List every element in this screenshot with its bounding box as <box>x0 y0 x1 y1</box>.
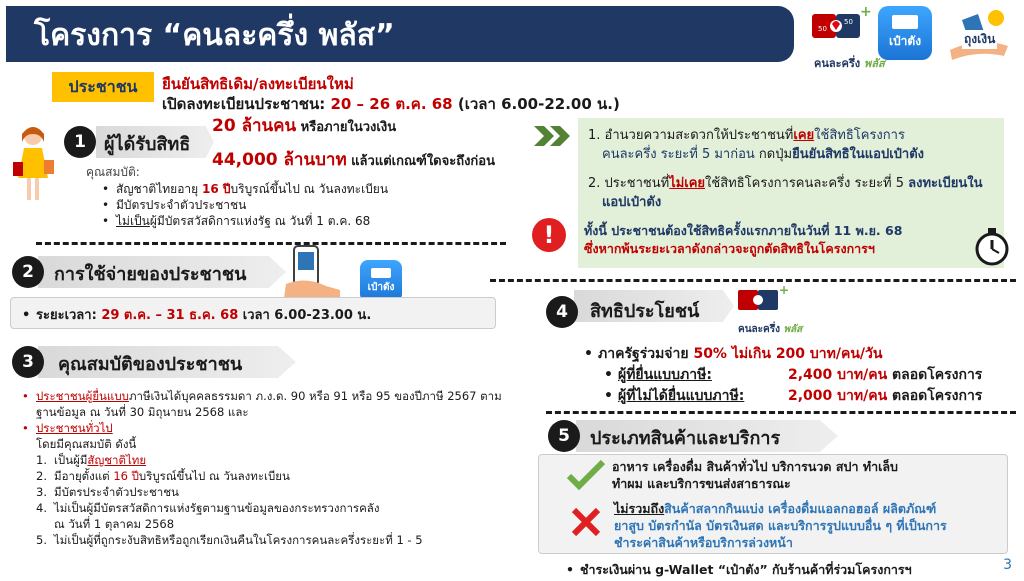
shopper-woman-icon <box>10 122 56 204</box>
puzzle-logo-small-icon <box>736 284 788 324</box>
reg-prefix: เปิดลงทะเบียนประชาชน: <box>162 95 331 113</box>
logo-caption-plus-small: พลัส <box>783 324 803 335</box>
section1-number: 1 <box>64 126 96 158</box>
b3-b: 2,000 บาท/คน <box>788 388 888 404</box>
page-number: 3 <box>1003 557 1012 573</box>
page-title: โครงการ “คนละครึ่ง พลัส” <box>34 18 395 53</box>
n1-e: กดปุ่ม <box>754 147 793 162</box>
svg-text:50: 50 <box>818 25 827 33</box>
reg-dates: 20 – 26 ต.ค. 68 <box>330 95 453 113</box>
list-item <box>22 452 502 468</box>
warn-line-2: ซึ่งหากพ้นระยะเวลาดังกล่าวจะถูกตัดสิทธิในโครงการฯ <box>584 241 875 256</box>
n2-b: ไม่เคย <box>669 176 706 191</box>
period-label: ระยะเวลา: <box>36 308 102 323</box>
section5-heading: ประเภทสินค้าและบริการ <box>590 428 781 449</box>
item-text: ไม่เป็นผู้ที่ถูกระงับสิทธิหรือถูกเรียกเงินคืนในโครงการคนละครึ่งระยะที่ 1 - 5 <box>54 533 423 547</box>
list-item <box>22 500 502 516</box>
people-quota <box>212 112 396 139</box>
item-text: เป็นผู้มี <box>54 453 88 467</box>
item-text: มีอายุตั้งแต่ <box>54 469 114 483</box>
section1-heading: ผู้ได้รับสิทธิ <box>104 134 191 155</box>
list-item <box>22 532 502 548</box>
item-number: 1. <box>36 453 47 467</box>
list-item <box>102 213 388 229</box>
section3-content <box>22 388 502 548</box>
section3-number: 3 <box>12 346 44 378</box>
benefit-3 <box>604 385 982 407</box>
list-item <box>102 197 388 213</box>
section2-heading: การใช้จ่ายของประชาชน <box>54 264 247 285</box>
q1-c: บริบูรณ์ขึ้นไป ณ วันลงทะเบียน <box>230 182 389 196</box>
citizen-tag: ประชาชน <box>52 72 154 102</box>
double-chevron-icon <box>532 124 572 152</box>
section2-number: 2 <box>12 256 44 288</box>
paotang-app-icon-small <box>360 260 402 302</box>
item-text: ไม่เป็นผู้มีบัตรสวัสดิการแห่งรัฐตามฐานข้อมูลของกระทรวงการคลัง <box>54 501 380 515</box>
svg-text:+: + <box>779 283 790 297</box>
budget-highlight: 44,000 ล้านบาท <box>212 150 347 170</box>
warning-icon: ! <box>532 218 566 252</box>
n1-a: 1. อำนวยความสะดวกให้ประชาชนที่ <box>588 128 794 143</box>
section3-items <box>22 452 502 548</box>
no-1-a: ไม่รวมถึง <box>614 501 665 516</box>
hand-phone-icon <box>280 244 346 302</box>
n2-e: แอปเป๋าตัง <box>602 195 662 210</box>
list-item <box>22 484 502 500</box>
svg-text:+: + <box>860 4 872 20</box>
benefit-2 <box>604 364 982 386</box>
b2-b: 2,400 บาท/คน <box>788 367 888 383</box>
logo-caption-small: คนละครึ่ง <box>738 324 780 335</box>
section4-number: 4 <box>546 296 578 328</box>
period-dates: 29 ต.ค. – 31 ธ.ค. 68 <box>101 308 239 323</box>
divider <box>36 242 506 245</box>
item-rest: บริบูรณ์ขึ้นไป ณ วันลงทะเบียน <box>138 469 290 483</box>
p1-c: ฐานข้อมูล ณ วันที่ 30 มิถุนายน 2568 และ <box>36 405 249 419</box>
b1-b: 50% ไม่เกิน 200 บาท/คน/วัน <box>693 346 883 362</box>
p1-a: ประชาชนผู้ยื่นแบบ <box>36 389 129 403</box>
tung-ngern-label: ถุงเงิน <box>962 30 997 49</box>
item-number: 2. <box>36 469 47 483</box>
q2: มีบัตรประจำตัวประชาชน <box>116 198 247 212</box>
note-2 <box>588 174 982 212</box>
q1-a: สัญชาติไทยอายุ <box>116 182 202 196</box>
people-highlight: 20 ล้านคน <box>212 116 297 136</box>
budget-rest: แล้วแต่เกณฑ์ใดจะถึงก่อน <box>346 154 495 169</box>
b3-a: ผู้ที่ไม่ได้ยื่นแบบภาษี: <box>618 388 745 404</box>
svg-text:50: 50 <box>844 18 853 26</box>
ok-line-1: อาหาร เครื่องดื่ม สินค้าทั่วไป บริการนวด สปา ทำเล็บ <box>612 459 898 474</box>
budget-quota <box>212 146 495 173</box>
item-number: 4. <box>36 501 47 515</box>
b2-a: ผู้ที่ยื่นแบบภาษี: <box>618 367 712 383</box>
check-icon <box>566 460 606 496</box>
registration-heading: ยืนยันสิทธิเดิม/ลงทะเบียนใหม่ <box>162 75 354 93</box>
period-time: เวลา 6.00-23.00 น. <box>238 308 372 323</box>
logo-caption-plus: พลัส <box>864 57 885 70</box>
no-line-2: ยาสูบ บัตรกำนัล บัตรเงินสด และบริการรูปแบบอื่น ๆ ที่เป็นการ <box>614 518 947 533</box>
p1-b: ภาษีเงินได้บุคคลธรรมดา ภ.ง.ด. 90 หรือ 91 หรือ 95 ของปีภาษี 2567 ตาม <box>128 389 502 403</box>
no-1-b: สินค้าสลากกินแบ่ง เครื่องดื่มแอลกอฮอล์ ผลิตภัณฑ์ <box>664 501 937 516</box>
item-number: 3. <box>36 485 47 499</box>
p2: ประชาชนทั่วไป <box>36 421 113 435</box>
n1-b: เคย <box>793 128 815 143</box>
paotang-label-small: เป๋าตัง <box>367 281 395 293</box>
cross-icon <box>570 506 602 542</box>
item-text: ณ วันที่ 1 ตุลาคม 2568 <box>54 517 175 531</box>
q3-b: ผู้มีบัตรสวัสดิการแห่งรัฐ ณ วันที่ 1 ต.ค. 68 <box>149 214 371 228</box>
stopwatch-icon <box>974 228 1010 270</box>
allowed-goods <box>612 458 898 492</box>
list-item <box>102 181 388 197</box>
warn-line-1: ทั้งนี้ ประชาชนต้องใช้สิทธิครั้งแรกภายในวันที่ 11 พ.ย. 68 <box>584 223 903 238</box>
deadline-warning <box>584 222 902 258</box>
section4-heading: สิทธิประโยชน์ <box>590 301 700 322</box>
benefit-1 <box>584 343 882 365</box>
item-text: มีบัตรประจำตัวประชาชน <box>54 485 179 499</box>
no-line-3: ชำระค่าสินค้าหรือบริการล่วงหน้า <box>614 535 793 550</box>
q1-b: 16 ปี <box>202 182 231 196</box>
n2-c: ใช้สิทธิโครงการคนละครึ่ง ระยะที่ 5 <box>705 176 909 191</box>
qualification-title: คุณสมบัติ: <box>86 165 140 179</box>
n2-d: ลงทะเบียนใน <box>908 176 983 191</box>
ok-line-2: ทำผม และบริการขนส่งสาธารณะ <box>612 476 791 491</box>
n1-c: ใช้สิทธิโครงการ <box>814 128 905 143</box>
p3: โดยมีคุณสมบัติ ดังนี้ <box>36 437 137 451</box>
section3-heading: คุณสมบัติของประชาชน <box>58 354 243 375</box>
b3-c: ตลอดโครงการ <box>887 388 983 404</box>
paotang-app-icon <box>878 6 932 60</box>
note-1 <box>588 126 924 164</box>
n1-f: ยืนยันสิทธิในแอปเป๋าตัง <box>792 147 924 162</box>
pay-text: ชำระเงินผ่าน g-Wallet “เป๋าตัง” กับร้านค้าที่ร่วมโครงการฯ <box>580 562 912 577</box>
b2-c: ตลอดโครงการ <box>887 367 983 383</box>
payment-note <box>566 560 912 580</box>
divider <box>490 279 1016 282</box>
item-highlight: 16 ปี <box>113 469 139 483</box>
list-item <box>22 468 502 484</box>
excluded-goods <box>614 500 947 551</box>
spending-period <box>22 304 371 325</box>
paotang-label: เป๋าตัง <box>888 34 922 48</box>
people-rest: หรือภายในวงเงิน <box>296 120 397 135</box>
reg-time: (เวลา 6.00-22.00 น.) <box>452 95 620 113</box>
n1-d: คนละครึ่ง ระยะที่ 5 มาก่อน <box>602 147 755 162</box>
q3-a: ไม่เป็น <box>116 214 150 228</box>
b1-a: ภาครัฐร่วมจ่าย <box>598 346 694 362</box>
logo-caption: คนละครึ่ง <box>814 57 861 70</box>
n2-a: 2. ประชาชนที่ <box>588 176 670 191</box>
qualification-list <box>102 181 388 229</box>
section5-number: 5 <box>548 420 580 452</box>
divider <box>546 411 1016 414</box>
list-item <box>22 516 502 532</box>
item-number: 5. <box>36 533 47 547</box>
item-highlight: สัญชาติไทย <box>87 453 147 467</box>
